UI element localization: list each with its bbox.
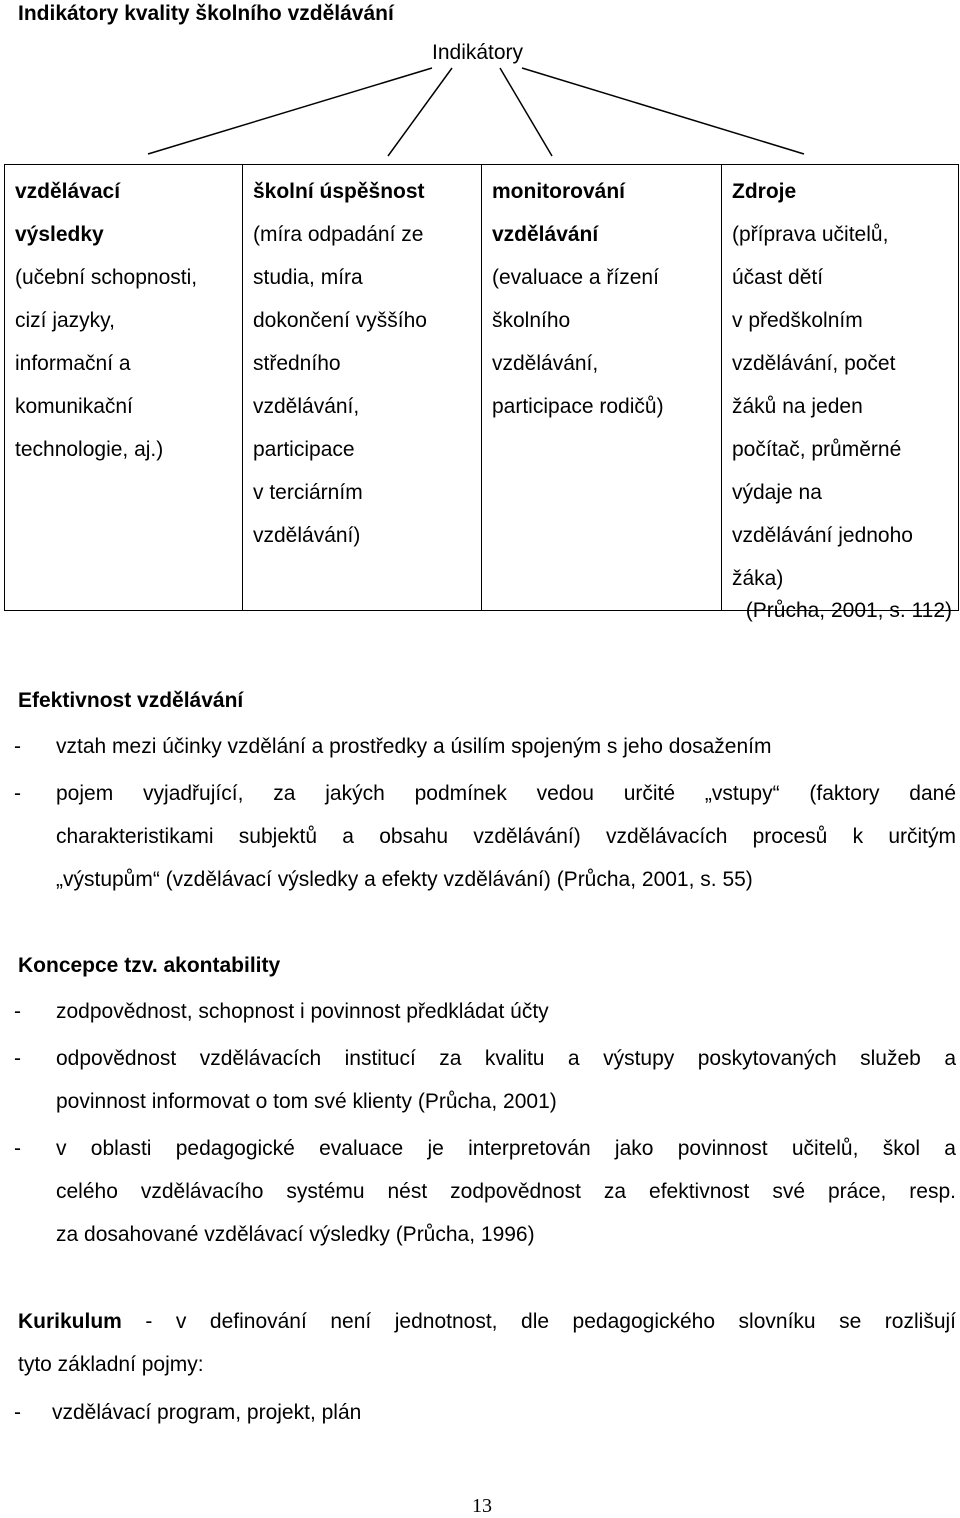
table-cell-line: (míra odpadání ze [253, 223, 424, 246]
table-cell-zdroje [722, 165, 959, 611]
koncepce-item-3 [56, 1127, 956, 1256]
text-line: zodpovědnost, schopnost i povinnost předkládat účty [56, 1000, 549, 1023]
indicators-label: Indikátory [432, 41, 524, 64]
tree-line-col4 [522, 68, 804, 154]
table-cell-line: informační a [15, 352, 131, 375]
table-cell-line: v předškolním [732, 309, 863, 332]
table-cell-line: studia, míra [253, 266, 363, 289]
bullet-dash: - [14, 782, 21, 805]
heading-koncepce: Koncepce tzv. akontability [18, 954, 281, 977]
table-cell-line: technologie, aj.) [15, 438, 164, 461]
table-cell-line: participace [253, 438, 355, 461]
table-cell-monitorovani [482, 165, 722, 611]
page-number: 13 [472, 1495, 492, 1517]
heading-kurikulum: Kurikulum [18, 1310, 122, 1333]
text-line: celého vzdělávacího systému nést zodpovědnost za efektivnost své práce, resp. [56, 1180, 956, 1203]
table-cell-line: (učební schopnosti, [15, 266, 198, 289]
table-cell-line: vzdělávací [15, 180, 121, 203]
table-cell-line: žáka) [732, 567, 784, 590]
text-line: povinnost informovat o tom své klienty (Průcha, 2001) [56, 1090, 557, 1113]
table-cell-line: školní úspěšnost [253, 180, 425, 203]
table-row [5, 165, 959, 611]
text-line: vzdělávací program, projekt, plán [52, 1401, 362, 1424]
table-citation: (Průcha, 2001, s. 112) [745, 599, 952, 622]
bullet-dash: - [14, 1000, 21, 1023]
text-line: tyto základní pojmy: [18, 1353, 204, 1376]
table-cell-line: participace rodičů) [492, 395, 664, 418]
text-line: vztah mezi účinky vzdělání a prostředky a úsilím spojeným s jeho dosažením [56, 735, 772, 758]
table-cell-line: žáků na jeden [732, 395, 863, 418]
table-cell-line: výdaje na [732, 481, 822, 504]
table-cell-line: komunikační [15, 395, 133, 418]
bullet-dash: - [14, 1047, 21, 1070]
table-cell-line: vzdělávání, [253, 395, 360, 418]
bullet-dash: - [14, 735, 21, 758]
table-cell-line: dokončení vyššího [253, 309, 427, 332]
kurikulum-paragraph [18, 1300, 956, 1386]
table-cell-line: vzdělávání, počet [732, 352, 896, 375]
table-cell-line: výsledky [15, 223, 104, 246]
heading-efektivnost: Efektivnost vzdělávání [18, 689, 244, 712]
kurikulum-item-1 [52, 1391, 952, 1434]
table-cell-line: vzdělávání jednoho [732, 524, 913, 547]
table-cell-line: počítač, průměrné [732, 438, 902, 461]
table-cell-line: monitorování [492, 180, 626, 203]
text-line: pojem vyjadřující, za jakých podmínek vedou určité „vstupy“ (faktory dané [56, 782, 956, 805]
table-cell-line: v terciárním [253, 481, 363, 504]
table-cell-line: účast dětí [732, 266, 824, 289]
tree-line-col1 [148, 68, 432, 154]
tree-line-col2 [388, 68, 452, 156]
table-cell-line: Zdroje [732, 180, 797, 203]
text-line: charakteristikami subjektů a obsahu vzdělávání) vzdělávacích procesů k určitým [56, 825, 956, 848]
text-line: odpovědnost vzdělávacích institucí za kvalitu a výstupy poskytovaných služeb a [56, 1047, 956, 1070]
koncepce-item-1 [56, 990, 956, 1033]
efektivnost-item-1 [56, 725, 956, 768]
text-line: v oblasti pedagogické evaluace je interpretován jako povinnost učitelů, škol a [56, 1137, 956, 1160]
table-cell-line: školního [492, 309, 571, 332]
table-cell-line: vzdělávání) [253, 524, 361, 547]
bullet-dash: - [14, 1401, 21, 1424]
table-cell-line: vzdělávání [492, 223, 599, 246]
table-cell-line: vzdělávání, [492, 352, 599, 375]
table-cell-line: (příprava učitelů, [732, 223, 889, 246]
tree-line-col3 [500, 68, 552, 156]
table-cell-line: cizí jazyky, [15, 309, 115, 332]
table-cell-line: (evaluace a řízení [492, 266, 659, 289]
kurikulum-text: - v definování není jednotnost, dle pedagogického slovníku se rozlišují [121, 1310, 956, 1333]
text-line: „výstupům“ (vzdělávací výsledky a efekty vzdělávání) (Průcha, 2001, s. 55) [56, 868, 753, 891]
page-title: Indikátory kvality školního vzdělávání [18, 2, 394, 25]
table-cell-uspesnost [243, 165, 482, 611]
text-line [18, 1300, 956, 1343]
table-cell-line: středního [253, 352, 341, 375]
bullet-dash: - [14, 1137, 21, 1160]
indicators-table [4, 164, 959, 611]
indicator-tree-lines [0, 0, 960, 170]
efektivnost-item-2 [56, 772, 956, 901]
koncepce-item-2 [56, 1037, 956, 1123]
table-cell-vysledky [5, 165, 243, 611]
text-line: za dosahované vzdělávací výsledky (Průcha, 1996) [56, 1223, 535, 1246]
